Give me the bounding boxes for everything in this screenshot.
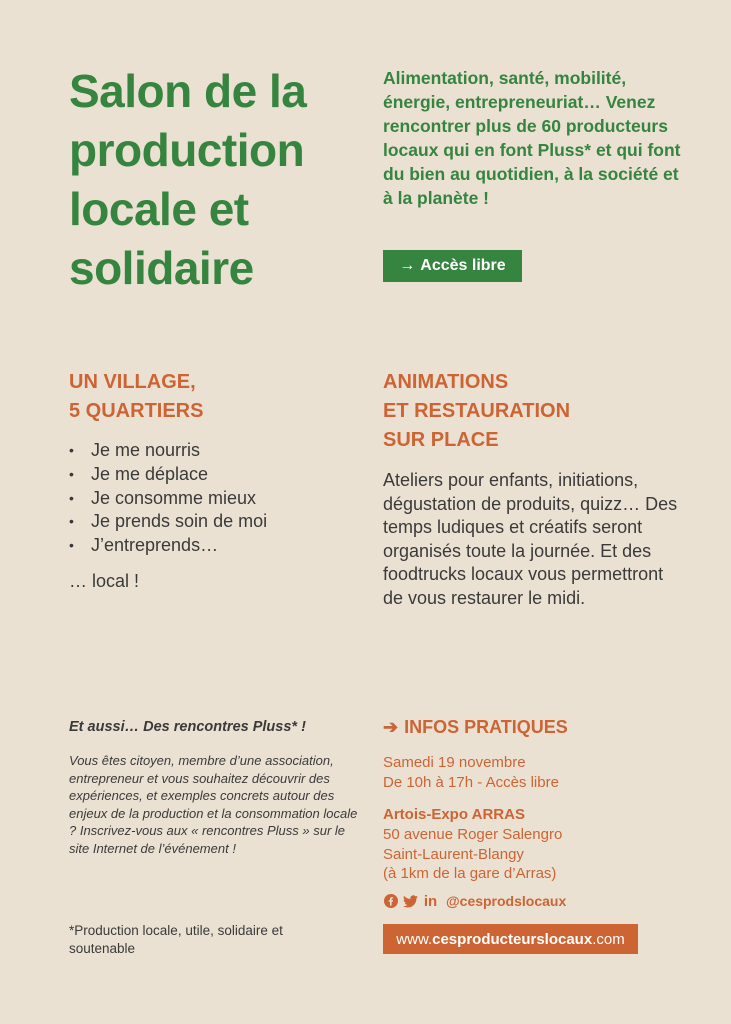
arrow-right-icon: → [399,257,416,274]
twitter-icon[interactable] [403,894,418,909]
list-item: • Je consomme mieux [69,487,257,508]
village-closing: … local ! [69,571,140,591]
list-item: • J’entreprends… [69,535,219,556]
animations-text: Ateliers pour enfants, initiations, dégustation de produits, quizz… Des temps ludiques et créatifs seront organisés toute la journée. Et des foodtrucks locaux vous permettront de vous restaurer le midi. [383,470,678,608]
acces-libre-label: Accès libre [420,257,506,274]
linkedin-icon[interactable]: in [423,892,438,910]
list-item: • Je me déplace [69,463,209,484]
village-heading-line2: 5 QUARTIERS [69,400,204,422]
address-line: (à 1km de la gare d’Arras) [383,865,557,882]
animations-heading [383,368,683,455]
website-prefix: www. [396,930,433,948]
venue-name: Artois-Expo ARRAS [383,806,525,823]
address-line: Saint-Laurent-Blangy [383,845,524,863]
date-line: Samedi 19 novembre [383,754,526,771]
village-heading [69,368,329,426]
aussi-text: Vous êtes citoyen, membre d’une association, entrepreneur et vous souhaitez découvrir des expériences, et exemples concrets autour des enjeux de la production et la consommation locale ? Inscrivez-vous aux « rencontres Pluss » sur le site Internet de l’événement ! [69,753,358,856]
infos-heading [383,717,568,738]
village-heading-line1: UN VILLAGE, [69,371,196,393]
footnote: *Production locale, utile, solidaire et soutenable [69,923,283,956]
intro-text: Alimentation, santé, mobilité, énergie, entrepreneuriat… Venez rencontrer plus de 60 producteurs locaux qui en font Pluss* et qui font du bien au quotidien, à la société et à la planète ! [383,68,681,208]
event-date [383,753,683,792]
hours-line: De 10h à 17h - Accès libre [383,773,559,791]
aussi-heading: Et aussi… Des rencontres Pluss* ! [69,719,306,735]
website-link[interactable] [383,924,638,954]
list-item: • Je me nourris [69,440,201,460]
website-main: cesproducteurslocaux [432,930,593,948]
animations-heading-line2: ET RESTAURATION [383,400,571,422]
social-links [383,893,566,909]
address-line: 50 avenue Roger Salengro [383,826,563,843]
infos-heading-label: INFOS PRATIQUES [404,717,568,737]
social-handle[interactable]: @cesprodslocaux [446,893,567,909]
animations-heading-line1: ANIMATIONS [383,371,509,393]
venue-address [383,825,683,884]
arrow-right-icon: ➔ [383,717,399,737]
animations-heading-line3: SUR PLACE [383,429,499,451]
page-title: Salon de la production locale et solidaire [69,65,307,294]
acces-libre-button[interactable] [383,250,522,282]
village-list [69,439,267,558]
website-suffix: .com [592,930,625,948]
facebook-icon[interactable] [383,894,398,909]
list-item: • Je prends soin de moi [69,511,268,532]
